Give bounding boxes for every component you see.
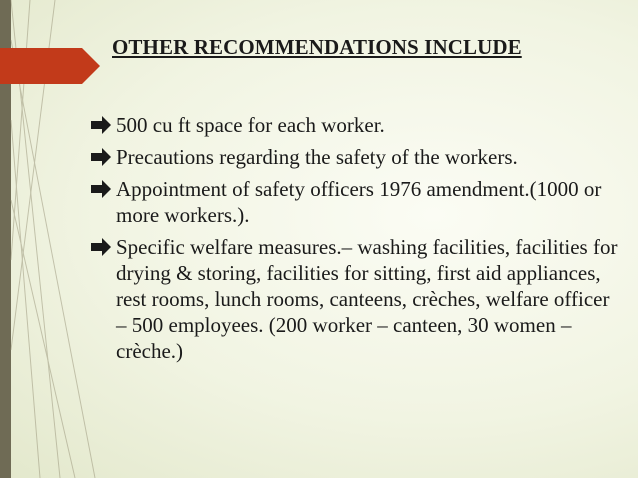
bullet-list: [90, 112, 620, 370]
bullet-item-space: [90, 112, 620, 138]
bullet-item-precautions: [90, 144, 620, 170]
arrow-bullet-icon: [90, 114, 112, 136]
bullet-text: Precautions regarding the safety of the workers.: [116, 145, 518, 169]
arrow-bullet-icon: [90, 146, 112, 168]
bullet-text: 500 cu ft space for each worker.: [116, 113, 385, 137]
bullet-item-welfare-measures: [90, 234, 620, 364]
bullet-text: Specific welfare measures.– washing facilities, facilities for drying & storing, facilities for sitting, first aid appliances, rest rooms, lunch rooms, canteens, crèches, welfare officer – 500 employees. (200 worker – canteen, 30 women – crèche.): [116, 235, 618, 363]
title-red-tab: [0, 48, 100, 84]
slide-title: OTHER RECOMMENDATIONS INCLUDE: [112, 35, 522, 59]
bullet-text: Appointment of safety officers 1976 amendment.(1000 or more workers.).: [116, 177, 602, 227]
bullet-item-safety-officers: [90, 176, 620, 228]
arrow-bullet-icon: [90, 178, 112, 200]
arrow-bullet-icon: [90, 236, 112, 258]
